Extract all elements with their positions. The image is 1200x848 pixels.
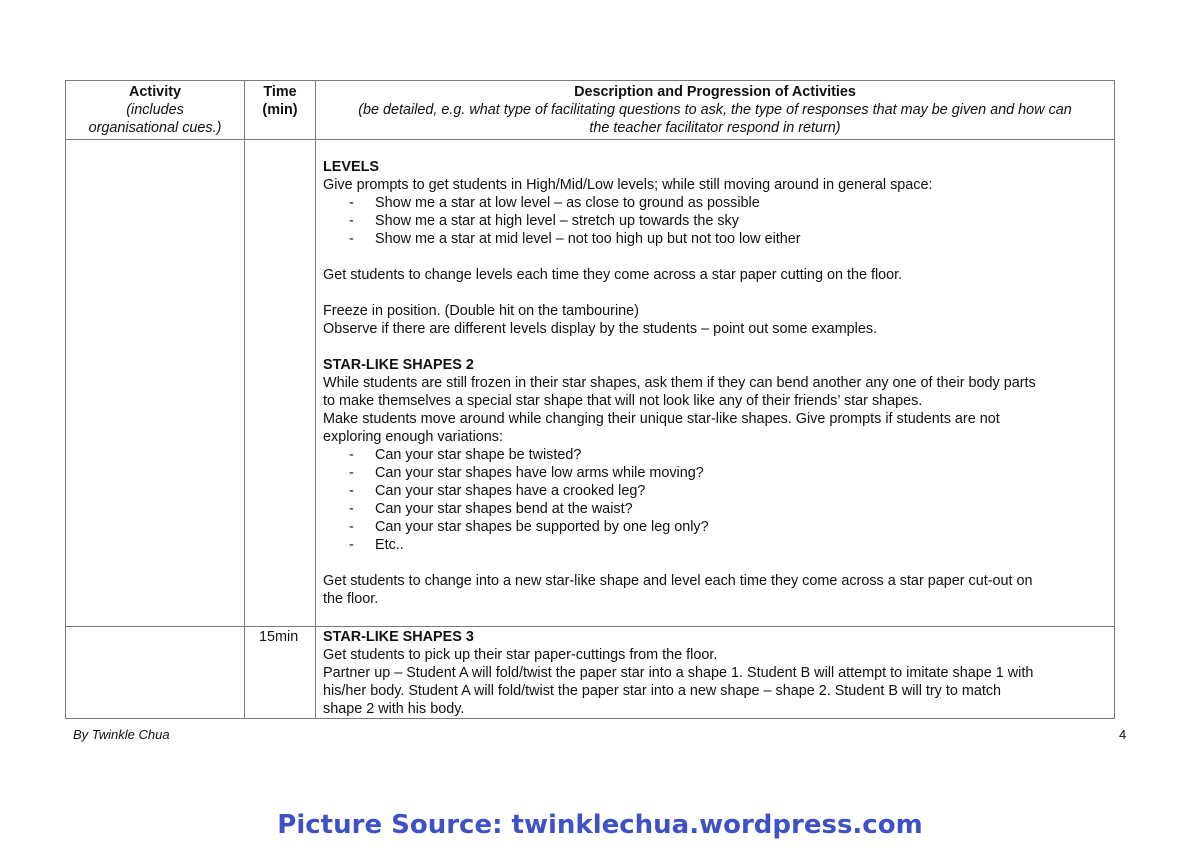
shapes2-line2: to make themselves a special star shape that will not look like any of their friends’ star shapes.	[323, 393, 923, 409]
table-row	[66, 140, 1115, 627]
shapes2-end1: Get students to change into a new star-like shape and level each time they come across a star paper cut-out on	[323, 573, 1033, 589]
list-item: - Show me a star at high level – stretch up towards the sky	[323, 212, 1106, 230]
description-header	[316, 81, 1115, 140]
list-item: - Can your star shape be twisted?	[323, 446, 1106, 464]
footer-author: By Twinkle Chua	[73, 727, 170, 742]
list-item: - Show me a star at low level – as close to ground as possible	[323, 194, 1106, 212]
levels-title: LEVELS	[323, 159, 379, 175]
time-header-sub: (min)	[262, 102, 298, 118]
activity-header-sub1: (includes	[126, 102, 184, 118]
list-item: - Etc..	[323, 536, 1106, 554]
levels-intro: Give prompts to get students in High/Mid/Low levels; while still moving around in general space:	[323, 177, 933, 193]
time-cell	[245, 627, 316, 719]
description-cell	[316, 627, 1115, 719]
page-number: 4	[1119, 727, 1127, 742]
freeze-text: Freeze in position. (Double hit on the tambourine)	[323, 303, 639, 319]
activity-header-title: Activity	[129, 84, 181, 100]
shapes2-line1: While students are still frozen in their star shapes, ask them if they can bend another any one of their body parts	[323, 375, 1036, 391]
time-cell	[245, 140, 316, 627]
levels-list	[323, 194, 1106, 248]
table-row	[66, 627, 1115, 719]
observe-text: Observe if there are different levels display by the students – point out some examples.	[323, 321, 878, 337]
description-header-sub1: (be detailed, e.g. what type of facilitating questions to ask, the type of responses that may be given and how can	[358, 102, 1072, 118]
list-item: - Can your star shapes have a crooked leg?	[323, 482, 1106, 500]
shapes2-end2: the floor.	[323, 591, 379, 607]
list-item: - Can your star shapes bend at the waist?	[323, 500, 1106, 518]
shapes2-line4: exploring enough variations:	[323, 429, 504, 445]
shapes3-line1: Get students to pick up their star paper-cuttings from the floor.	[323, 647, 718, 663]
lesson-plan-table	[65, 80, 1115, 719]
activity-header-sub2: organisational cues.)	[88, 120, 222, 136]
description-header-title: Description and Progression of Activities	[574, 84, 856, 100]
activity-cell	[66, 627, 245, 719]
list-item: - Can your star shapes be supported by one leg only?	[323, 518, 1106, 536]
list-item: - Can your star shapes have low arms while moving?	[323, 464, 1106, 482]
description-header-sub2: the teacher facilitator respond in return)	[589, 120, 841, 136]
shapes3-title: STAR-LIKE SHAPES 3	[323, 629, 474, 645]
shapes3-line3: his/her body. Student A will fold/twist the paper star into a new shape – shape 2. Student B will try to match	[323, 683, 1002, 699]
shapes3-line2: Partner up – Student A will fold/twist the paper star into a shape 1. Student B will attempt to imitate shape 1 with	[323, 665, 1034, 681]
shapes2-list	[323, 446, 1106, 554]
time-header	[245, 81, 316, 140]
shapes2-title: STAR-LIKE SHAPES 2	[323, 357, 474, 373]
list-item: - Show me a star at mid level – not too high up but not too low either	[323, 230, 1106, 248]
shapes3-line4: shape 2 with his body.	[323, 701, 465, 717]
source-caption: Picture Source: twinklechua.wordpress.com	[277, 810, 923, 840]
activity-cell	[66, 140, 245, 627]
shapes2-line3: Make students move around while changing their unique star-like shapes. Give prompts if students are not	[323, 411, 1000, 427]
description-cell	[316, 140, 1115, 627]
time-header-title: Time	[263, 84, 297, 100]
activity-header	[66, 81, 245, 140]
levels-change: Get students to change levels each time they come across a star paper cutting on the floor.	[323, 267, 903, 283]
table-header-row	[66, 81, 1115, 140]
time-value: 15min	[259, 629, 299, 645]
